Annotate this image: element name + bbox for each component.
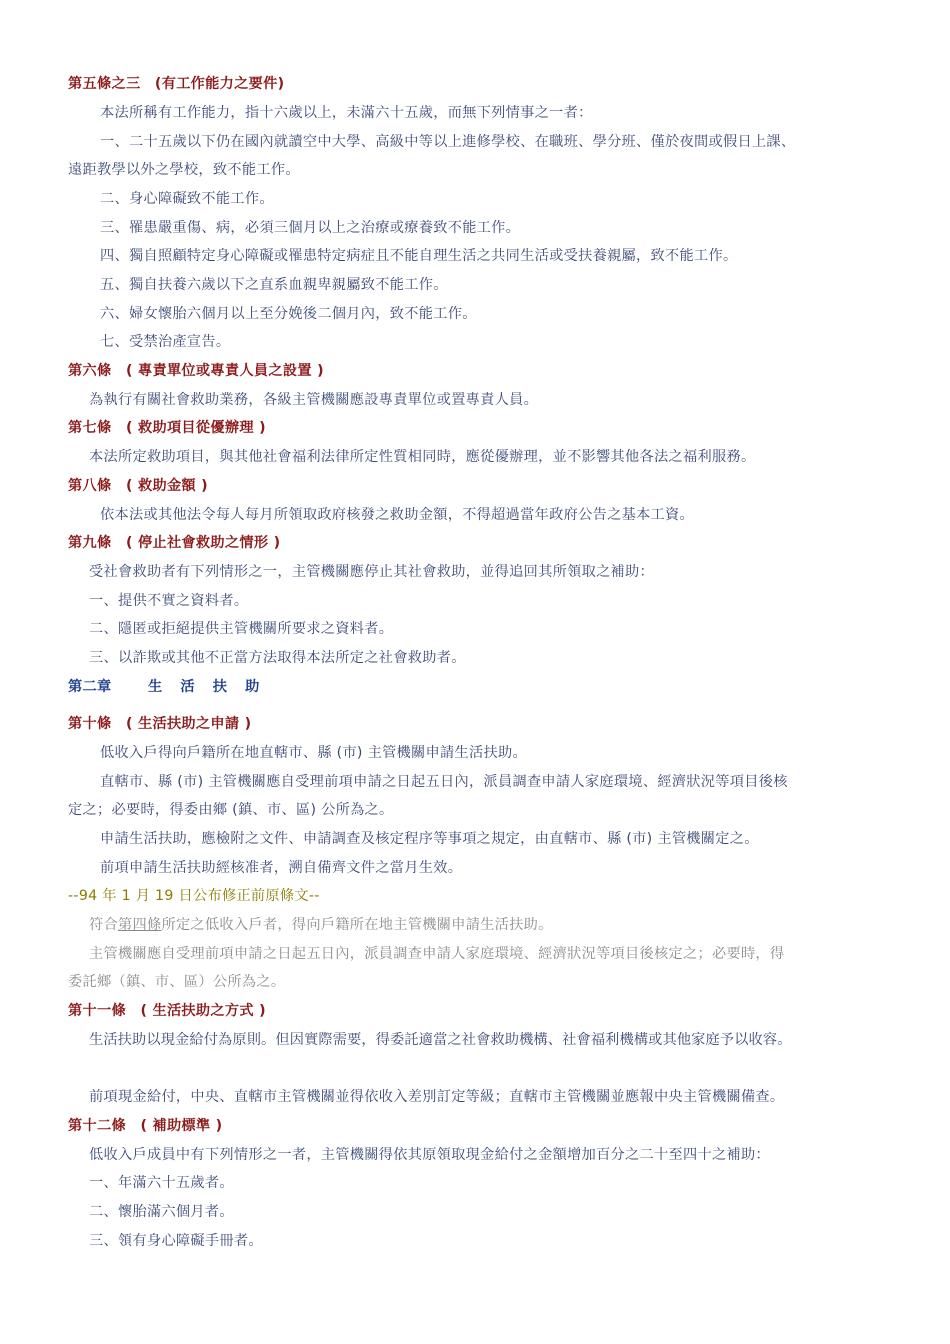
article-5-3-item-1-cont: 遠距教學以外之學校，致不能工作。	[68, 162, 300, 178]
article-10-para-2: 直轄市、縣 (市) 主管機關應自受理前項申請之日起五日內，派員調查申請人家庭環境、經濟狀況等項目後核	[100, 774, 788, 790]
article-10-para-3: 申請生活扶助，應檢附之文件、申請調查及核定程序等事項之規定，由直轄市、縣 (市) 主管機關定之。	[100, 831, 759, 847]
article-10-para-4: 前項申請生活扶助經核准者，溯自備齊文件之當月生效。	[100, 860, 463, 876]
article-12-item-3: 三、領有身心障礙手冊者。	[89, 1233, 263, 1249]
article-10-heading: 第十條 ( 生活扶助之申請 )	[68, 716, 252, 732]
article-11-para-2: 前項現金給付，中央、直轄市主管機關並得依收入差別訂定等級；直轄市主管機關並應報中央主管機關備查。	[89, 1089, 785, 1105]
chapter-2-number: 第二章	[68, 679, 112, 695]
article-8-heading: 第八條 ( 救助金額 )	[68, 478, 208, 494]
article-6-text: 為執行有關社會救助業務，各級主管機關應設專責單位或置專責人員。	[89, 392, 539, 408]
article-7-heading: 第七條 ( 救助項目從優辦理 )	[68, 420, 266, 436]
article-12-intro: 低收入戶成員中有下列情形之一者，主管機關得依其原領取現金給付之金額增加百分之二十至四十之補助：	[89, 1147, 770, 1163]
article-5-3-item-3: 三、罹患嚴重傷、病，必須三個月以上之治療或療養致不能工作。	[100, 220, 521, 236]
article-5-3-intro: 本法所稱有工作能力，指十六歲以上，未滿六十五歲，而無下列情事之一者：	[100, 105, 593, 121]
old-text-para-1-pre: 符合	[89, 917, 118, 933]
article-7-text: 本法所定救助項目，與其他社會福利法律所定性質相同時，應從優辦理，並不影響其他各法之福利服務。	[89, 449, 756, 465]
article-8-text: 依本法或其他法令每人每月所領取政府核發之救助金額，不得超過當年政府公告之基本工資。	[100, 507, 694, 523]
article-5-3-item-6: 六、婦女懷胎六個月以上至分娩後二個月內，致不能工作。	[100, 306, 477, 322]
article-12-item-1: 一、年滿六十五歲者。	[89, 1175, 234, 1191]
article-12-heading: 第十二條 ( 補助標準 )	[68, 1118, 223, 1134]
old-text-para-2: 主管機關應自受理前項申請之日起五日內，派員調查申請人家庭環境、經濟狀況等項目後核定之；必要時，得	[89, 946, 785, 962]
article-5-3-item-7: 七、受禁治產宣告。	[100, 334, 231, 350]
chapter-2-title: 生 活 扶 助	[148, 679, 262, 695]
article-9-item-2: 二、隱匿或拒絕提供主管機關所要求之資料者。	[89, 621, 394, 637]
old-text-para-1	[89, 915, 553, 935]
article-6-heading: 第六條 ( 專責單位或專責人員之設置 )	[68, 363, 324, 379]
article-4-link[interactable]: 第四條	[117, 917, 162, 933]
article-9-item-1: 一、提供不實之資料者。	[89, 593, 249, 609]
old-text-para-1-post: 所定之低收入戶者，得向戶籍所在地主管機關申請生活扶助。	[161, 917, 553, 933]
article-9-intro: 受社會救助者有下列情形之一，主管機關應停止其社會救助，並得追回其所領取之補助：	[89, 564, 655, 580]
old-text-para-2-cont: 委託鄉（鎮、市、區）公所為之。	[68, 974, 286, 990]
article-5-3-item-4: 四、獨自照顧特定身心障礙或罹患特定病症且不能自理生活之共同生活或受扶養親屬，致不能工作。	[100, 248, 738, 264]
article-11-heading: 第十一條 ( 生活扶助之方式 )	[68, 1003, 266, 1019]
article-12-item-2: 二、懷胎滿六個月者。	[89, 1204, 234, 1220]
article-10-para-2-cont: 定之；必要時，得委由鄉 (鎮、市、區) 公所為之。	[68, 802, 394, 818]
article-9-item-3: 三、以詐欺或其他不正當方法取得本法所定之社會救助者。	[89, 650, 466, 666]
article-10-para-1: 低收入戶得向戶籍所在地直轄市、縣 (市) 主管機關申請生活扶助。	[100, 745, 527, 761]
article-11-para-1: 生活扶助以現金給付為原則。但因實際需要，得委託適當之社會救助機構、社會福利機構或其他家庭予以收容。	[89, 1032, 792, 1048]
article-5-3-item-1: 一、二十五歲以下仍在國內就讀空中大學、高級中等以上進修學校、在職班、學分班、僅於夜間或假日上課、	[100, 134, 796, 150]
article-9-heading: 第九條 ( 停止社會救助之情形 )	[68, 535, 281, 551]
article-5-3-item-2: 二、身心障礙致不能工作。	[100, 191, 274, 207]
amendment-note: --94 年 1 月 19 日公布修正前原條文--	[68, 888, 320, 904]
article-5-3-item-5: 五、獨自扶養六歲以下之直系血親卑親屬致不能工作。	[100, 277, 448, 293]
article-5-3-heading: 第五條之三 (有工作能力之要件)	[68, 76, 285, 92]
